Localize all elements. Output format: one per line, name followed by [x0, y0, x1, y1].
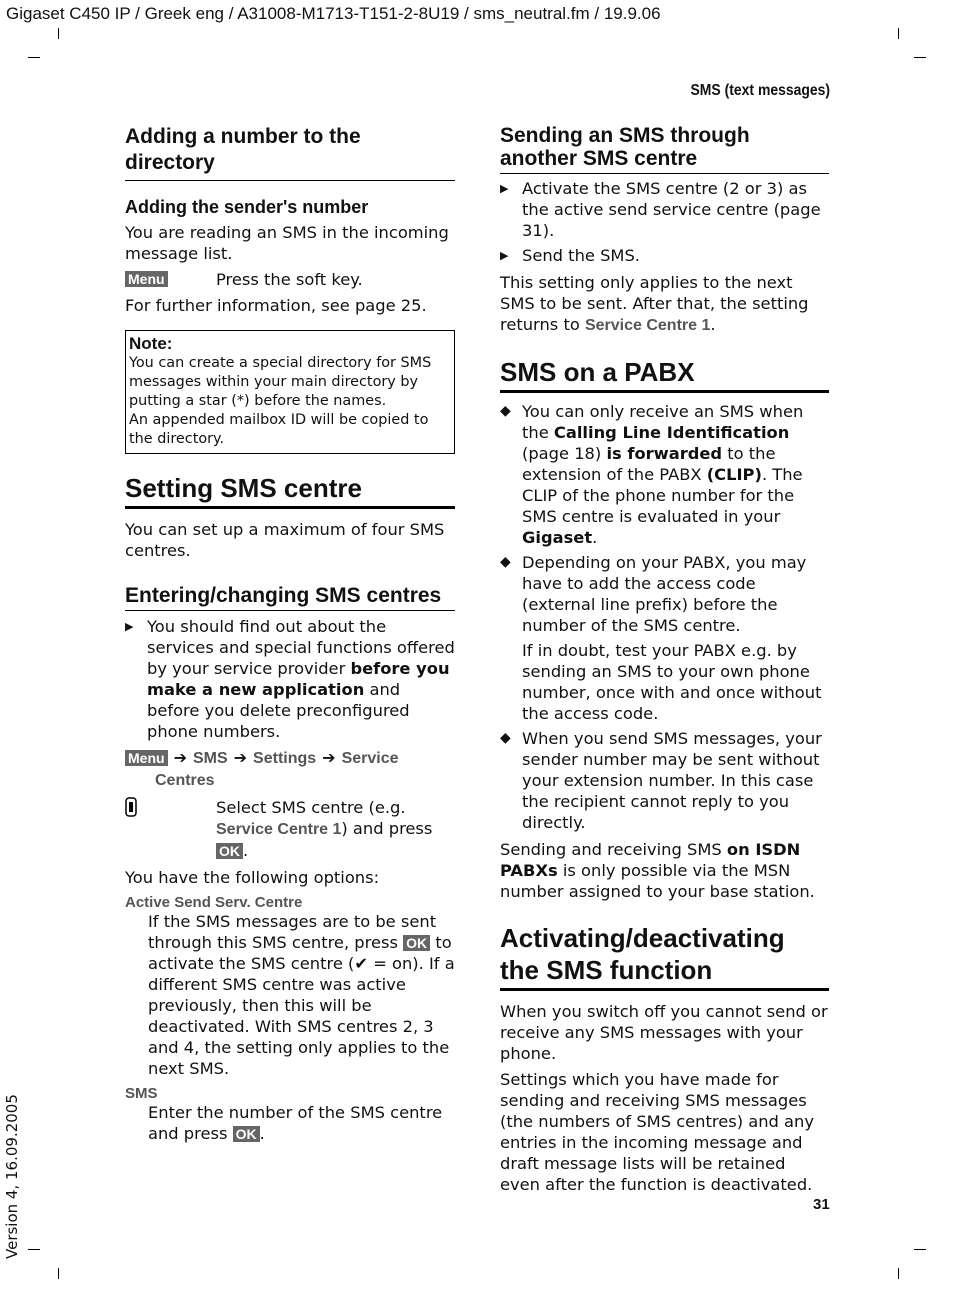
diamond-bullet-icon: ◆ [500, 554, 511, 570]
heading-adding-number: Adding a number to the directory [125, 124, 455, 181]
right-column [500, 124, 829, 1195]
bold-text: before you make a new application [147, 659, 450, 699]
heading-sender-number: Adding the sender's number [125, 197, 369, 217]
triangle-bullet-icon: ▶ [125, 620, 134, 633]
version-note: Version 4, 16.09.2005 [3, 1094, 21, 1259]
options-intro: You have the following options: [125, 868, 380, 887]
list-item: ▶ You should find out about the services and special functions offered by your service provider before you make a new application and before you delete preconfigured phone numbers. [125, 617, 455, 741]
ok-key: OK [233, 1126, 260, 1142]
ok-key: OK [216, 843, 243, 859]
navigation-key-icon [125, 797, 137, 817]
crop-mark [58, 28, 59, 39]
note-box [125, 330, 455, 454]
crop-mark [28, 1249, 40, 1250]
left-column [125, 124, 455, 1144]
option-sms: SMS [125, 1085, 158, 1102]
list-item: ◆ Depending on your PABX, you may have to add the access code (external line prefix) before the number of the SMS centre. If in doubt, test your PABX e.g. by sending an SMS to your own phone number, once with and once without the access code. [500, 553, 822, 723]
paragraph-isdn: Sending and receiving SMS on ISDN PABXs is only possible via the MSN number assigned to your base station. [500, 840, 815, 901]
arrow-icon: ➔ [233, 748, 248, 767]
list-item: ▶ Send the SMS. [500, 246, 640, 265]
menu-key: Menu [125, 271, 168, 287]
press-soft-key-text: Press the soft key. [216, 270, 363, 289]
crop-mark [898, 1268, 899, 1279]
list-item: ▶ Activate the SMS centre (2 or 3) as the active send service centre (page 31). [500, 179, 821, 240]
heading-sms-pabx: SMS on a PABX [500, 356, 829, 393]
service-centre-1: Service Centre 1 [584, 317, 711, 334]
ok-key: OK [403, 935, 430, 951]
arrow-icon: ➔ [322, 748, 336, 767]
heading-setting-sms-centre: Setting SMS centre [125, 472, 455, 509]
heading-entering-centres: Entering/changing SMS centres [125, 583, 455, 611]
paragraph-switch-off: When you switch off you cannot send or receive any SMS messages with your phone. [500, 1002, 828, 1063]
path-centres: Centres [155, 772, 215, 789]
running-head: SMS (text messages) [690, 82, 830, 99]
paragraph-settings-retained: Settings which you have made for sending and receiving SMS messages (the numbers of SMS centres) and any entries in the incoming message and draft message lists will be retained even after the function is deactivated. [500, 1070, 814, 1194]
note-title: Note: [129, 334, 173, 353]
menu-path [125, 747, 455, 791]
option-active-send: Active Send Serv. Centre [125, 894, 303, 911]
note-text-2: An appended mailbox ID will be copied to the directory. [129, 412, 429, 447]
select-step: Select SMS centre (e.g. Service Centre 1) and press OK . [125, 797, 455, 861]
crop-mark [58, 1268, 59, 1279]
option-active-send-desc: If the SMS messages are to be sent through this SMS centre, press OK to activate the SMS centre (✔ = on). If a different SMS centre was active previously, then this will be deactivated. With SMS centres 2, 3 and 4, the setting only applies to the next SMS. [148, 912, 455, 1078]
crop-mark [914, 57, 926, 58]
paragraph-max-centres: You can set up a maximum of four SMS centres. [125, 520, 445, 560]
crop-mark [28, 57, 40, 58]
page-number: 31 [813, 1196, 830, 1213]
list-item: ◆ When you send SMS messages, your sender number may be sent without your extension number. In this case the recipient cannot reply to you directly. [500, 729, 822, 832]
triangle-bullet-icon: ▶ [500, 182, 509, 195]
menu-step [125, 269, 455, 290]
path-service: Service [341, 750, 399, 767]
service-centre-1: Service Centre 1 [216, 821, 342, 838]
menu-key: Menu [125, 750, 168, 766]
further-info: For further information, see page 25. [125, 296, 427, 315]
option-sms-desc: Enter the number of the SMS centre and press OK . [148, 1103, 443, 1143]
checkmark-icon: ✔ [354, 954, 369, 973]
path-sms: SMS [192, 750, 228, 767]
crop-mark [914, 1249, 926, 1250]
diamond-bullet-icon: ◆ [500, 403, 511, 419]
crop-mark [898, 28, 899, 39]
note-text-1: You can create a special directory for SMS messages within your main directory by putting a star (*) before the names. [129, 355, 432, 409]
path-settings: Settings [253, 750, 317, 767]
list-item: ◆ You can only receive an SMS when the Calling Line Identification (page 18) is forwarded to the extension of the PABX (CLIP). The CLIP of the phone number for the SMS centre is evaluated in your Gigaset. [500, 402, 804, 547]
arrow-icon: ➔ [173, 748, 187, 767]
diamond-bullet-icon: ◆ [500, 730, 511, 746]
heading-another-centre: Sending an SMS through another SMS centre [500, 124, 829, 174]
paragraph-reading: You are reading an SMS in the incoming message list. [125, 223, 449, 263]
document-header: Gigaset C450 IP / Greek eng / A31008-M1713-T151-2-8U19 / sms_neutral.fm / 19.9.06 [6, 4, 661, 23]
heading-activating: Activating/deactivating the SMS function [500, 922, 829, 991]
paragraph-setting-next: This setting only applies to the next SMS to be sent. After that, the setting returns to Service Centre 1. [500, 273, 809, 334]
triangle-bullet-icon: ▶ [500, 249, 509, 262]
